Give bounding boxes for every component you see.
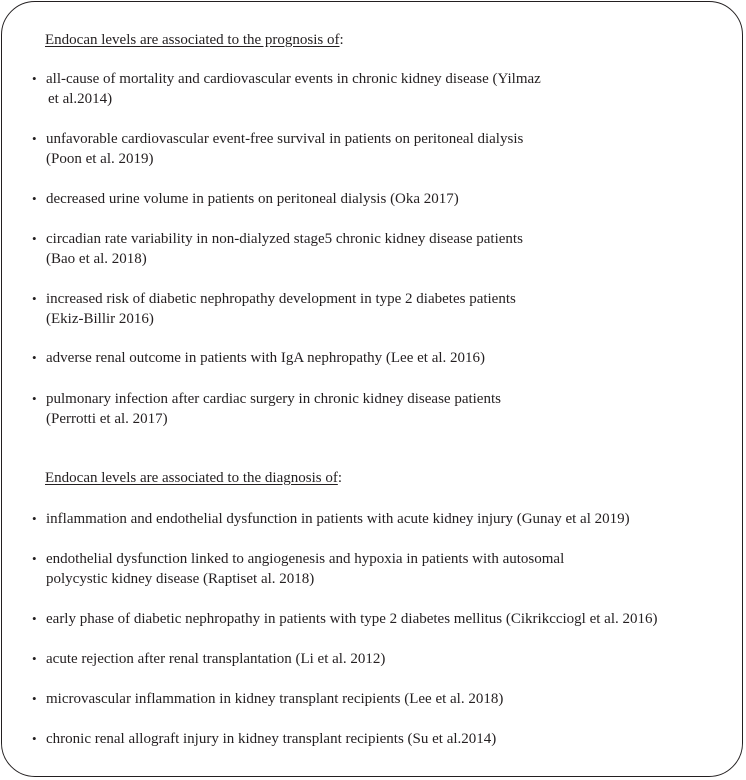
item-line: acute rejection after renal transplantation (Li et al. 2012) bbox=[46, 651, 386, 667]
bullet-icon: • bbox=[32, 350, 37, 365]
item-line: inflammation and endothelial dysfunction in patients with acute kidney injury (Gunay et al 2019) bbox=[46, 511, 630, 527]
item-line: increased risk of diabetic nephropathy development in type 2 diabetes patients bbox=[46, 291, 516, 307]
diagnosis-heading bbox=[45, 468, 342, 488]
item-line: circadian rate variability in non-dialyzed stage5 chronic kidney disease patients bbox=[46, 231, 523, 247]
item-line: chronic renal allograft injury in kidney transplant recipients (Su et al.2014) bbox=[46, 731, 497, 747]
bullet-icon: • bbox=[32, 391, 37, 406]
bullet-icon: • bbox=[32, 291, 37, 306]
bullet-icon: • bbox=[32, 131, 37, 146]
prognosis-heading bbox=[45, 30, 344, 50]
item-line: early phase of diabetic nephropathy in patients with type 2 diabetes mellitus (Cikrikcciogl et al. 2016) bbox=[46, 611, 658, 627]
diagnosis-heading-text: Endocan levels are associated to the diagnosis of bbox=[45, 470, 338, 486]
bullet-icon: • bbox=[32, 551, 37, 566]
item-line-continuation: (Perrotti et al. 2017) bbox=[46, 411, 168, 427]
item-line: endothelial dysfunction linked to angiogenesis and hypoxia in patients with autosomal bbox=[46, 551, 565, 567]
item-line-continuation: et al.2014) bbox=[48, 91, 113, 107]
item-line-continuation: (Bao et al. 2018) bbox=[46, 251, 147, 267]
bullet-icon: • bbox=[32, 191, 37, 206]
item-line-continuation: (Ekiz-Billir 2016) bbox=[46, 311, 154, 327]
item-line-continuation: (Poon et al. 2019) bbox=[46, 151, 154, 167]
item-line: all-cause of mortality and cardiovascular events in chronic kidney disease (Yilmaz bbox=[46, 71, 541, 87]
item-line: decreased urine volume in patients on peritoneal dialysis (Oka 2017) bbox=[46, 191, 459, 207]
prognosis-heading-colon: : bbox=[339, 32, 344, 48]
bullet-icon: • bbox=[32, 691, 37, 706]
bullet-icon: • bbox=[32, 651, 37, 666]
prognosis-heading-text: Endocan levels are associated to the prognosis of bbox=[45, 32, 340, 48]
diagnosis-heading-colon: : bbox=[337, 470, 342, 486]
item-line: adverse renal outcome in patients with IgA nephropathy (Lee et al. 2016) bbox=[46, 350, 486, 366]
bullet-icon: • bbox=[32, 511, 37, 526]
item-line-continuation: polycystic kidney disease (Raptiset al. 2018) bbox=[46, 571, 315, 587]
item-line: pulmonary infection after cardiac surgery in chronic kidney disease patients bbox=[46, 391, 501, 407]
bullet-icon: • bbox=[32, 611, 37, 626]
bullet-icon: • bbox=[32, 731, 37, 746]
item-line: microvascular inflammation in kidney transplant recipients (Lee et al. 2018) bbox=[46, 691, 504, 707]
bullet-icon: • bbox=[32, 231, 37, 246]
bullet-icon: • bbox=[32, 71, 37, 86]
item-line: unfavorable cardiovascular event-free survival in patients on peritoneal dialysis bbox=[46, 131, 524, 147]
